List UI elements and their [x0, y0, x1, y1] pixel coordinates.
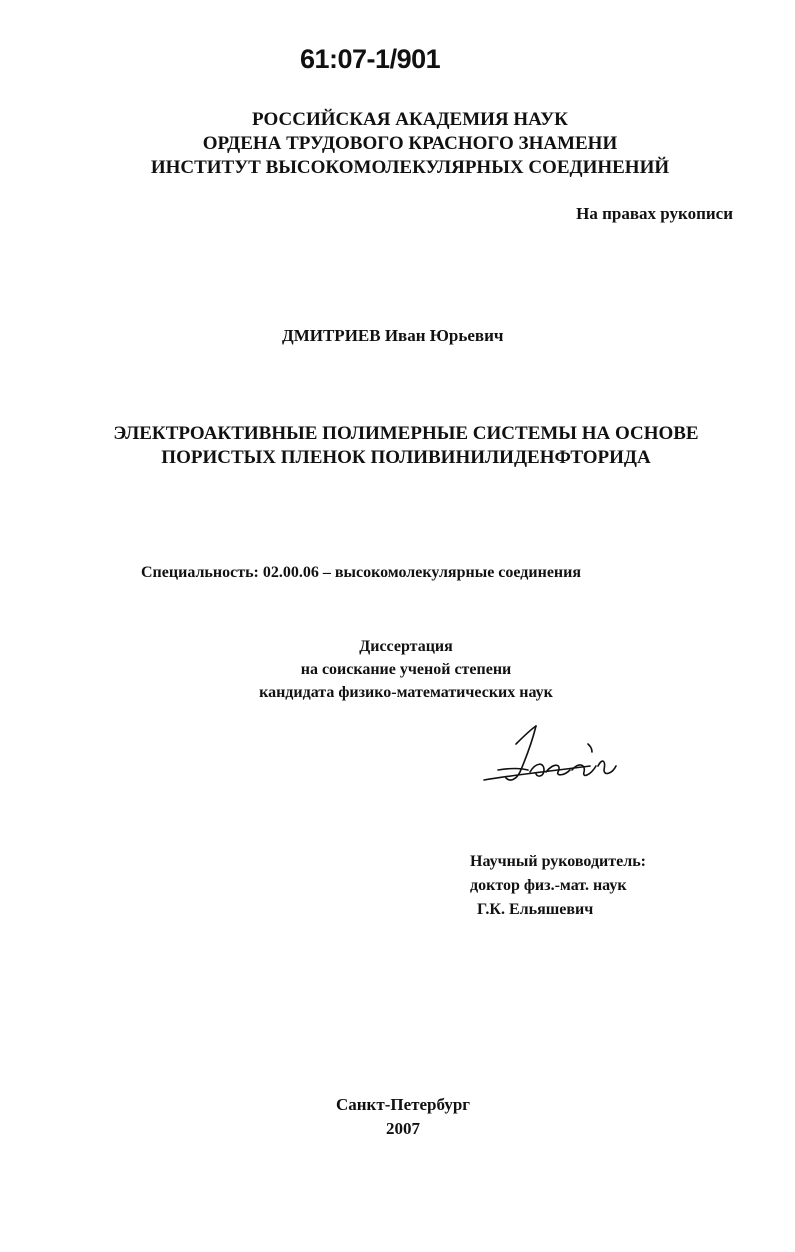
organization-header: [0, 108, 795, 180]
degree-line: на соискание ученой степени: [300, 661, 512, 678]
catalog-number: 61:07-1/901: [300, 44, 441, 74]
advisor-rank: доктор физ.-мат. наук: [470, 877, 627, 894]
organization-line: РОССИЙСКАЯ АКАДЕМИЯ НАУК: [252, 109, 568, 130]
dissertation-title: [0, 422, 795, 470]
advisor-name: Г.К. Ельяшевич: [477, 901, 594, 918]
degree-block: [0, 635, 795, 704]
organization-line: ИНСТИТУТ ВЫСОКОМОЛЕКУЛЯРНЫХ СОЕДИНЕНИЙ: [150, 157, 670, 178]
advisor-label: Научный руководитель:: [470, 853, 646, 870]
handwritten-signature: [480, 722, 630, 792]
rights-note: На правах рукописи: [576, 204, 733, 223]
year: 2007: [386, 1119, 420, 1138]
organization-line: ОРДЕНА ТРУДОВОГО КРАСНОГО ЗНАМЕНИ: [202, 133, 618, 154]
degree-line: кандидата физико-математических наук: [259, 684, 553, 701]
city: Санкт-Петербург: [335, 1095, 471, 1114]
specialty-line: Специальность: 02.00.06 – высокомолекулярные соединения: [141, 564, 582, 581]
title-line: ПОРИСТЫХ ПЛЕНОК ПОЛИВИНИЛИДЕНФТОРИДА: [161, 447, 651, 468]
degree-line: Диссертация: [359, 638, 453, 655]
place-and-year: [0, 1093, 795, 1141]
advisor-block: [470, 850, 646, 922]
author-name: ДМИТРИЕВ Иван Юрьевич: [282, 326, 504, 345]
title-line: ЭЛЕКТРОАКТИВНЫЕ ПОЛИМЕРНЫЕ СИСТЕМЫ НА ОСНОВЕ: [113, 423, 699, 444]
